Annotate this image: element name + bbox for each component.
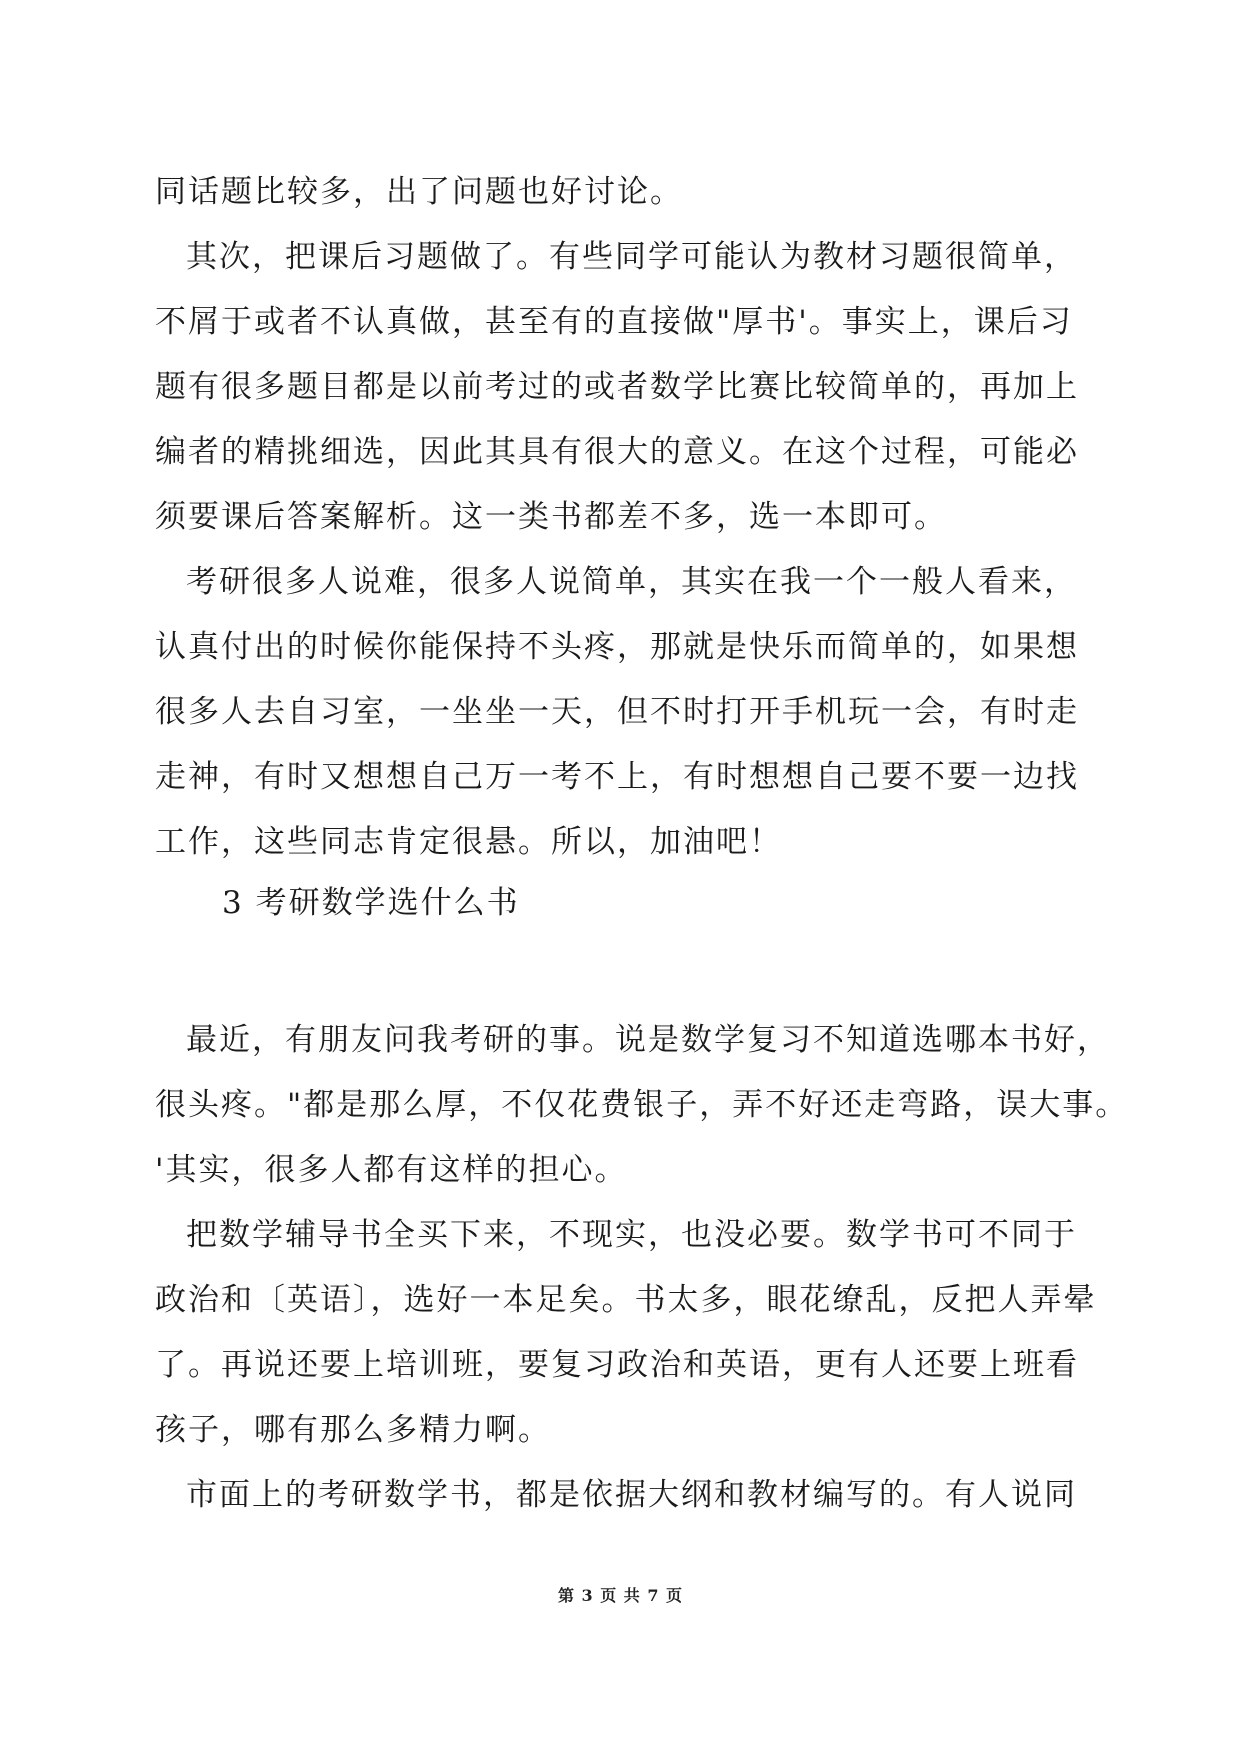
paragraph-line: 同话题比较多，出了问题也好讨论。 [155, 174, 683, 210]
paragraph-line: 了。再说还要上培训班，要复习政治和英语，更有人还要上班看 [155, 1347, 1079, 1383]
paragraph-line: 把数学辅导书全买下来，不现实，也没必要。数学书可不同于 [186, 1217, 1077, 1253]
paragraph-line: 走神，有时又想想自己万一考不上，有时想想自己要不要一边找 [155, 759, 1079, 795]
paragraph-line: 题有很多题目都是以前考过的或者数学比赛比较简单的，再加上 [155, 369, 1079, 405]
paragraph-line: 很头疼。"都是那么厚，不仅花费银子，弄不好还走弯路，误大事。 [155, 1087, 1129, 1123]
paragraph-line: 工作，这些同志肯定很悬。所以，加油吧！ [155, 824, 782, 860]
paragraph-line: 市面上的考研数学书，都是依据大纲和教材编写的。有人说同 [186, 1477, 1077, 1513]
page-number-footer: 第 3 页 共 7 页 [557, 1586, 684, 1605]
paragraph-line: 编者的精挑细选，因此其具有很大的意义。在这个过程，可能必 [155, 434, 1079, 470]
paragraph-line: 孩子，哪有那么多精力啊。 [155, 1412, 551, 1448]
paragraph-line: 政治和〔英语〕，选好一本足矣。书太多，眼花缭乱，反把人弄晕 [155, 1282, 1097, 1318]
paragraph-line: '其实，很多人都有这样的担心。 [155, 1152, 628, 1188]
section-heading: 3 考研数学选什么书 [222, 885, 520, 921]
paragraph-line: 考研很多人说难，很多人说简单，其实在我一个一般人看来， [186, 564, 1077, 600]
paragraph-line: 须要课后答案解析。这一类书都差不多，选一本即可。 [155, 499, 947, 535]
paragraph-line: 其次，把课后习题做了。有些同学可能认为教材习题很简单， [186, 239, 1077, 275]
paragraph-line: 认真付出的时候你能保持不头疼，那就是快乐而简单的，如果想 [155, 629, 1079, 665]
paragraph-line: 不屑于或者不认真做，甚至有的直接做"厚书'。事实上，课后习 [155, 304, 1073, 340]
paragraph-line: 很多人去自习室，一坐坐一天，但不时打开手机玩一会，有时走 [155, 694, 1079, 730]
paragraph-line: 最近，有朋友问我考研的事。说是数学复习不知道选哪本书好， [186, 1022, 1110, 1058]
